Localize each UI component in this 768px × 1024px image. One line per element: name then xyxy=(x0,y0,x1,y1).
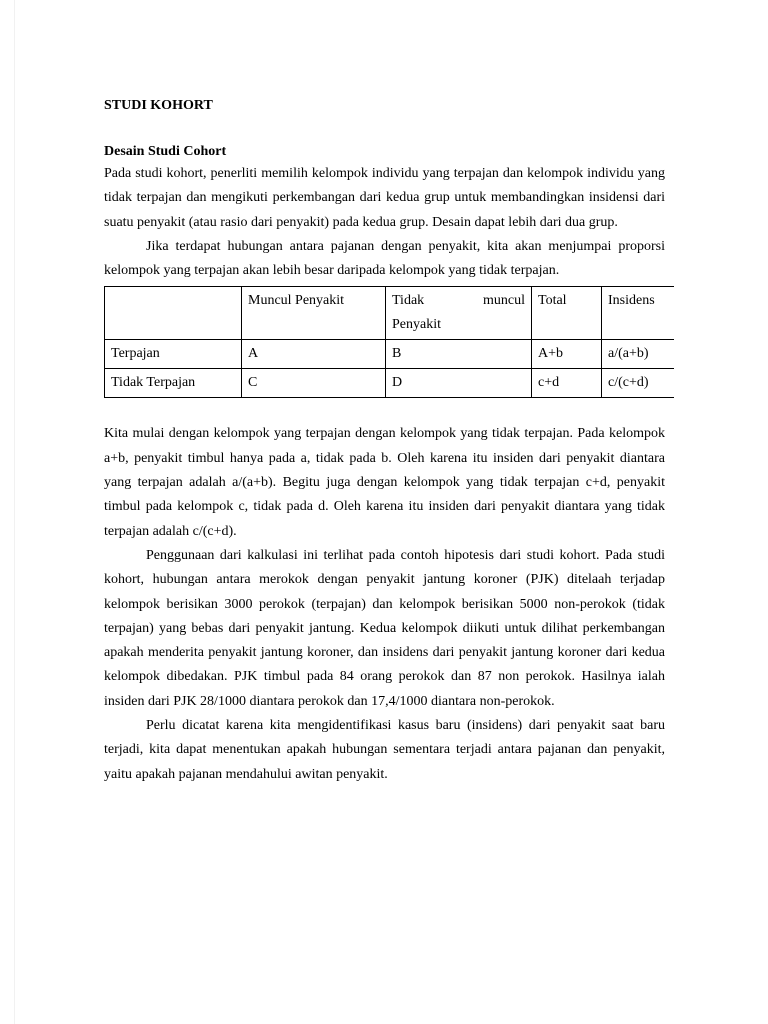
table-header-part: muncul xyxy=(483,293,525,309)
table-row xyxy=(105,369,674,398)
table-cell: A xyxy=(242,340,386,369)
table-cell: c+d xyxy=(532,369,602,398)
intro-paragraph-2: Jika terdapat hubungan antara pajanan dengan penyakit, kita akan menjumpai proporsi kelompok yang terpajan akan lebih besar daripada kelompok yang tidak terpajan. xyxy=(104,238,665,279)
table-cell: Terpajan xyxy=(105,340,242,369)
section-title: Desain Studi Cohort xyxy=(104,144,227,159)
table-header-cell xyxy=(386,287,532,340)
table-header-cell: Muncul Penyakit xyxy=(242,287,386,340)
table-cell: A+b xyxy=(532,340,602,369)
page-edge xyxy=(14,0,15,1024)
table-header-row xyxy=(105,287,674,340)
table-cell: Tidak Terpajan xyxy=(105,369,242,398)
table-cell: D xyxy=(386,369,532,398)
table-cell: B xyxy=(386,340,532,369)
table-header-cell: Insidens xyxy=(602,287,674,340)
table-header-cell xyxy=(105,287,242,340)
table-header-part: Penyakit xyxy=(392,317,441,333)
table-cell: a/(a+b) xyxy=(602,340,674,369)
intro-paragraph-1: Pada studi kohort, penerliti memilih kelompok individu yang terpajan dan kelompok individu yang tidak terpajan dan mengikuti perkembangan dari kedua grup untuk membandingkan insidensi dari suatu penyakit (atau rasio dari penyakit) pada kedua grup. Desain dapat lebih dari dua grup. xyxy=(104,166,665,230)
body-paragraph-2: Penggunaan dari kalkulasi ini terlihat pada contoh hipotesis dari studi kohort. Pada studi kohort, hubungan antara merokok dengan penyakit jantung koroner (PJK) ditelaah terjadap kelompok berisikan 3000 perokok (terpajan) dan kelompok berisikan 5000 non-perokok (tidak terpajan) yang bebas dari penyakit jantung. Kedua kelompok diikuti untuk dilihat perkembangan apakah menderita penyakit jantung koroner, dan insidens dari penyakit jantung koroner dari kedua kelompok dibedakan. PJK timbul pada 84 orang perokok dan 87 non perokok. Hasilnya ialah insiden dari PJK 28/1000 diantara perokok dan 17,4/1000 diantara non-perokok. xyxy=(104,547,665,709)
cohort-table xyxy=(104,286,674,398)
table-row xyxy=(105,340,674,369)
body-paragraph-3: Perlu dicatat karena kita mengidentifikasi kasus baru (insidens) dari penyakit saat baru terjadi, kita dapat menentukan apakah hubungan sementara terjadi antara pajanan dan penyakit, yaitu apakah pajanan mendahului awitan penyakit. xyxy=(104,718,665,782)
table-cell: C xyxy=(242,369,386,398)
table-header-part: Tidak xyxy=(392,293,425,309)
document-page xyxy=(104,96,665,787)
table-cell: c/(c+d) xyxy=(602,369,674,398)
table-header-cell: Total xyxy=(532,287,602,340)
body-paragraph-1: Kita mulai dengan kelompok yang terpajan dengan kelompok yang tidak terpajan. Pada kelompok a+b, penyakit timbul hanya pada a, tidak pada b. Oleh karena itu insiden dari penyakit diantara yang terpajan adalah a/(a+b). Begitu juga dengan kelompok yang tidak terpajan c+d, penyakit timbul pada kelompok c, tidak pada d. Oleh karena itu insiden dari penyakit diantara yang tidak terpajan adalah c/(c+d). xyxy=(104,426,665,539)
document-title: STUDI KOHORT xyxy=(104,98,213,113)
